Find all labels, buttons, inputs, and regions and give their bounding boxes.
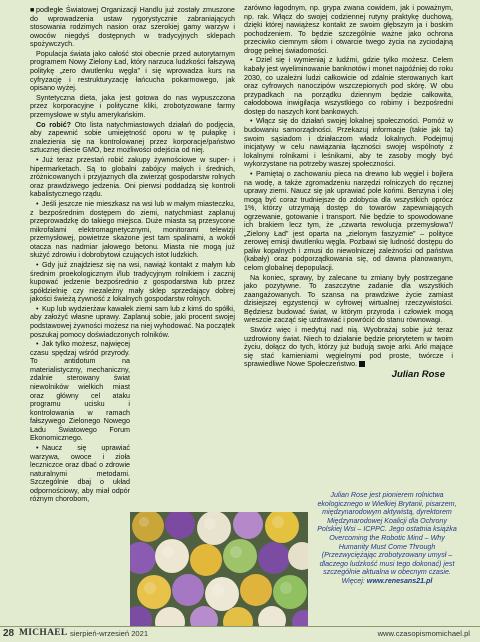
left-column <box>30 6 235 505</box>
magazine-logo: MICHAEL <box>19 628 68 638</box>
right-column <box>244 4 453 379</box>
author-signature: Julian Rose <box>391 368 445 380</box>
bullet-icon: • <box>36 444 39 453</box>
cauliflower-photo <box>130 512 308 626</box>
left-paragraph: Populacja świata jako całość stoi obecnie przed autorytarnym programem Nowy Zielony Ład, który narzuca ludzkości fałszywą politykę „zero dwutlenku węgla” i się wprowadza kurs na cyfryzację i restrukturyzację łańcucha pokarmowego, jak opisano wyżej. <box>30 49 235 93</box>
author-bio-text: Julian Rose jest pionierem rolnictwa ekologicznego w Wielkiej Brytanii, pisarzem, międzynarodowym aktywistą, dyrektorem Międzynarodowej Koalicji dla Ochrony Polskiej Wsi – ICPPC. Jego ostatnia książka Overcoming the Robotic Mind – Why Humanity Must Come Through (Przezwyciężając zrobotyzowany umysł – dlaczego ludzkość musi tego dokonać) jest szczególnie aktualna w obecnym czasie. Więcej: <box>317 491 457 585</box>
list-item: • Dziel się i wymieniaj z ludźmi, gdzie tylko możesz. Celem kabały jest wyeliminowanie banknotów i monet najpóźniej do roku 2030, co uzależni ludzi całkowicie od zdalnie sterowanych kart oraz cyfrowych nanoczipów wszczepionych pod skórę. W obu przypadkach na porządku dziennym będzie całkowita, całodobowa inwigilacja wszystkiego co robimy i bezpośredni dostęp do naszych kont bankowych. <box>244 56 453 116</box>
colorful-cauliflowers-image <box>130 512 308 626</box>
left-paragraph-what-to-do: Co robić? Oto lista natychmiastowych działań do podjęcia, aby zapewnić sobie umiejętność oporu w tę pułapkę i znalezienia się na kontrolowanej przez korporacje/państwo sztucznej diecie GMO, bez możliwości odejścia od niej. <box>30 120 235 155</box>
page-footer <box>0 626 480 642</box>
magazine-website-link[interactable]: www.czasopismomichael.pl <box>377 629 470 638</box>
end-of-article-icon <box>359 361 365 367</box>
author-bio <box>316 491 458 586</box>
list-item: • Naucz się uprawiać warzywa, owoce i zioła leczniczce oraz dbać o zdrowie naturalnymi metodami. Szczególnie dbaj o układ odpornościowy, aby miał odpór różnym chorobom, <box>30 444 130 504</box>
right-paragraph: Stwórz więc i medytuj nad nią. Wyobrażaj sobie już teraz uzdrowiony świat. Niech to działanie będzie priorytetem w twoim życiu, dołącz do tych, którzy już budują swoje arki. Arki mające się stać kamieniami węgielnymi pod proste, twórcze i sprawiedliwe Nowe Społeczeństwo. <box>244 326 453 369</box>
list-item: • Gdy już znajdziesz się na wsi, nawiąż kontakt z małym lub średnim proekologicznym i/lub tradycyjnym rolnikiem i zacznij kupować jedzenie bezpośrednio z gospodarstwa lub przez spółdzielnię czy niezależny mały sklep sprzedający dobrej jakości świeżą żywność z lokalnych gospodarstw rolnych. <box>30 260 235 304</box>
list-item: • Jak tylko możesz, najwięcej czasu spędzaj wśród przyrody. To antidotum na materialistyczny, mechaniczny, zdalnie sterowany świat niewolników wielkich miast oraz główny cel ataku programu ucisku i kontrolowania w ramach fałszywego Zielonego Nowego Ładu Światowego Forum Ekonomicznego. <box>30 340 130 443</box>
right-paragraph-continued: zarówno łagodnym, np. grypa zwana cowidem, jak i poważnym, np. rak. Włącz do swojej codziennej rutyny praktykę duchową, dzięki której nawiążesz kontakt ze swoim głębszym ja i boskim pochodzeniem. To będzie szczególnie ważne jako ochrona przeciwko ciemnym siłom i otwarcie twego życia na zyciodajną drogę pełnej świadomości. <box>244 4 453 55</box>
page-number: 28 <box>3 628 15 639</box>
issue-date: sierpień-wrzesień 2021 <box>70 629 149 638</box>
author-website-link[interactable]: www.renesans21.pl <box>366 576 433 585</box>
bullet-icon: • <box>250 169 253 178</box>
list-item: • Już teraz przestań robić zakupy żywnościowe w super- i hipermarketach. Są to globalni zabójcy małych i średnich, zróżnicowanych i przyjaznych dla zwierząt gospodarstw rolnych oraz prawdziwego jedzenia. Oni pierwsi poddadzą się kontroli kabalistycznego rządu. <box>30 156 235 199</box>
bullet-icon: • <box>250 117 253 126</box>
bullet-icon: • <box>36 304 39 313</box>
left-paragraph: Syntetyczna dieta, jaka jest gotowa do nas wypuszczona przez korporacyjne i polityczne kliki, zrobotyzowane farmy przemysłowe w stylu amerykańskim. <box>30 93 235 119</box>
list-item: • Włącz się do działań swojej lokalnej społeczności. Pomóż w budowaniu samorządności. Przekazuj informacje (takie jak ta) swoim sąsiadom i działaczom władz lokalnych. Podejmuj inicjatywy w celu nawiązania łączności swojej wspólnoty z lokalnymi rolnikami i leśnikami, aby te zasoby mogły być wykorzystane na potrzeby waszej społeczności. <box>244 117 453 169</box>
right-paragraph: Na koniec, sprawy, by zalecane tu zmiany były postrzegane jako pozytywne. To zaszczytne zadanie dla wszystkich zaangażowanych. To szansa na prawdziwe życie zamiast dzisiejszej egzystencji w cyfrowej wirtualnej rzeczywistości. Będziesz budować świat, w którym przyroda i człowiek mogą wreszcie zacząć się uzdrawiać i powrócić do stanu równowagi. <box>244 273 453 325</box>
left-paragraph-continued: ■ podległe Światowej Organizacji Handlu już zostały zmuszone do wprowadzenia ustaw rygorystycznie zabraniających stosowania rodzimych nasion oraz szerokiej gamy warzyw i owoców niegdyś dostępnych w tradycyjnych sklepach spożywczych. <box>30 6 235 49</box>
list-item: • Pamiętaj o zachowaniu pieca na drewno lub węgiel i bojlera na wodę, a także zgromadzeniu narzędzi rolniczych do ręcznej uprawy ziemi. Naucz się jak uprawiać pole końmi. Benzyna i olej mogą być coraz trudniejsze do zdobycia dla wszystkich oprócz 1%, którzy utrzymają dostęp do towarów zapewniających ogrzewanie, gotowanie i transport. Nie będzie to spowodowane ich brakiem lecz tym, że „czwarta rewolucja przemysłowa”/„Zielony Ład” jest oparta na „zielonym faszyzmie” – polityce zerowej emisji dwutlenku węgla. Pozbawi się ludność dostępu do paliw kopalnych i zmusi do niewolniczej zależności od państwa (kabały) oraz podporządkowania się, od dawna planowanym, celom globalnej depopulacji. <box>244 169 453 272</box>
bullet-icon: • <box>36 260 39 269</box>
bullet-icon: • <box>250 56 253 65</box>
bullet-icon: • <box>36 199 39 208</box>
list-item: • Jeśli jeszcze nie mieszkasz na wsi lub w małym miasteczku, z bezpośrednim dostępem do ziemi, natychmiast zaplanuj przeprowadzkę do takiego miejsca. Duże miasta są przesycone mikrofalami elektromagnetycznymi, monitorami telewizji przemysłowej, powietrze skażone jest tam spalinami, a wokół otacza nas nadmiar jałowego betonu. Miasta nie mogą już służyć zdrowiu i dobrobytowi czujących istot ludzkich. <box>30 199 235 260</box>
section-question: Co robić? <box>36 120 72 129</box>
footer-divider <box>0 626 480 627</box>
bullet-icon: ■ <box>30 6 35 14</box>
bullet-icon: • <box>36 156 39 165</box>
list-item: • Kup lub wydzierżaw kawałek ziemi sam lub z kimś do spółki, aby założyć własne uprawy. Zaplanuj sobie, jaki procent swojej podstawowej żywności możesz na niej wyhodować. Na początek poszukaj pomocy doświadczonych rolników. <box>30 304 235 339</box>
bullet-icon: • <box>36 340 39 349</box>
